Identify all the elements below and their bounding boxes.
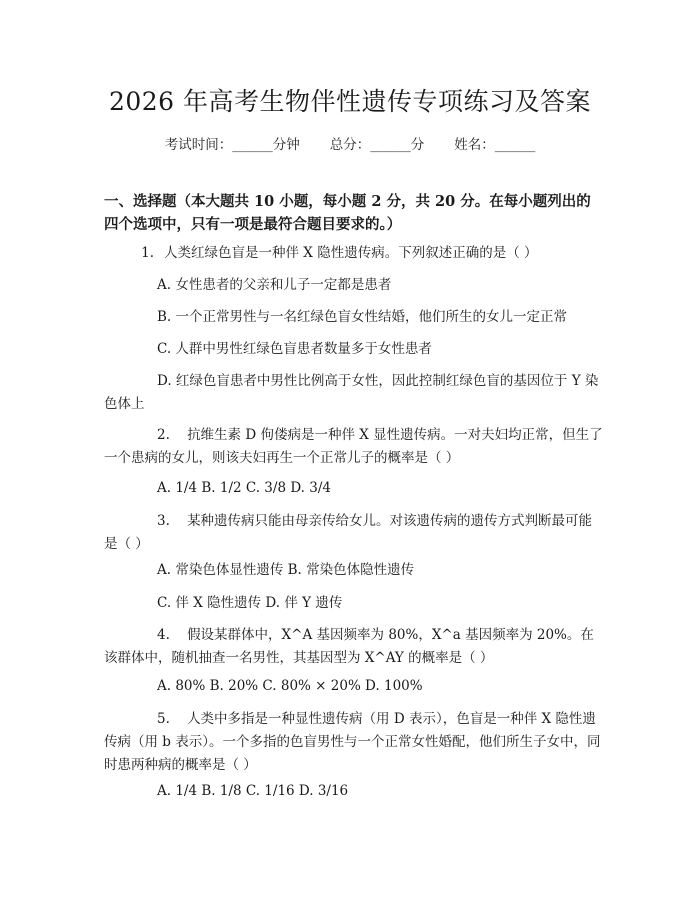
question-number: 1. bbox=[141, 245, 154, 261]
option-1a: A. 女性患者的父亲和儿子一定都是患者 bbox=[157, 277, 392, 293]
option-2: A. 1/4 B. 1/2 C. 3/8 D. 3/4 bbox=[157, 480, 331, 496]
exam-time-field: 考试时间：______分钟 bbox=[164, 137, 300, 153]
option-1b: B. 一个正常男性与一名红绿色盲女性结婚，他们所生的女儿一定正常 bbox=[157, 309, 568, 325]
question-2 bbox=[104, 424, 604, 470]
option-1c: C. 人群中男性红绿色盲患者数量多于女性患者 bbox=[157, 341, 432, 357]
question-4 bbox=[104, 624, 604, 670]
document-title: 2026 年高考生物伴性遗传专项练习及答案 bbox=[108, 87, 592, 116]
question-stem: 人类红绿色盲是一种伴 X 隐性遗传病。下列叙述正确的是（ ） bbox=[164, 245, 538, 261]
question-5 bbox=[104, 708, 604, 777]
total-score-field: 总分：______分 bbox=[329, 137, 425, 153]
student-name-field: 姓名：______ bbox=[454, 137, 536, 153]
option-5: A. 1/4 B. 1/8 C. 1/16 D. 3/16 bbox=[157, 783, 349, 799]
question-stem: 某种遗传病只能由母亲传给女儿。对该遗传病的遗传方式判断最可能是（ ） bbox=[104, 513, 593, 552]
question-stem: 抗维生素 D 佝偻病是一种伴 X 显性遗传病。一对夫妇均正常，但生了一个患病的女儿，则该夫妇再生一个正常儿子的概率是（ ） bbox=[104, 427, 603, 466]
question-number: 5. bbox=[157, 711, 170, 727]
question-3 bbox=[104, 510, 604, 556]
question-number: 3. bbox=[157, 513, 170, 529]
exam-info-line bbox=[0, 133, 700, 153]
question-stem: 假设某群体中，X^A 基因频率为 80%，X^a 基因频率为 20%。在该群体中，随机抽查一名男性，其基因型为 X^AY 的概率是（ ） bbox=[104, 627, 594, 666]
option-3ab: A. 常染色体显性遗传 B. 常染色体隐性遗传 bbox=[157, 562, 415, 578]
question-stem: 人类中多指是一种显性遗传病（用 D 表示），色盲是一种伴 X 隐性遗传病（用 b 表示）。一个多指的色盲男性与一个正常女性婚配，他们所生子女中，同时患两种病的概率是（ ） bbox=[104, 711, 601, 773]
question-number: 2. bbox=[157, 427, 170, 443]
option-1d: D. 红绿色盲患者中男性比例高于女性，因此控制红绿色盲的基因位于 Y 染色体上 bbox=[104, 373, 599, 412]
question-number: 4. bbox=[157, 627, 170, 643]
question-1 bbox=[104, 242, 604, 265]
option-4: A. 80% B. 20% C. 80% × 20% D. 100% bbox=[157, 678, 423, 694]
option-3cd: C. 伴 X 隐性遗传 D. 伴 Y 遗传 bbox=[157, 595, 343, 611]
section-heading: 一、选择题（本大题共 10 小题，每小题 2 分，共 20 分。在每小题列出的四个选项中，只有一项是最符合题目要求的。） bbox=[104, 193, 591, 233]
